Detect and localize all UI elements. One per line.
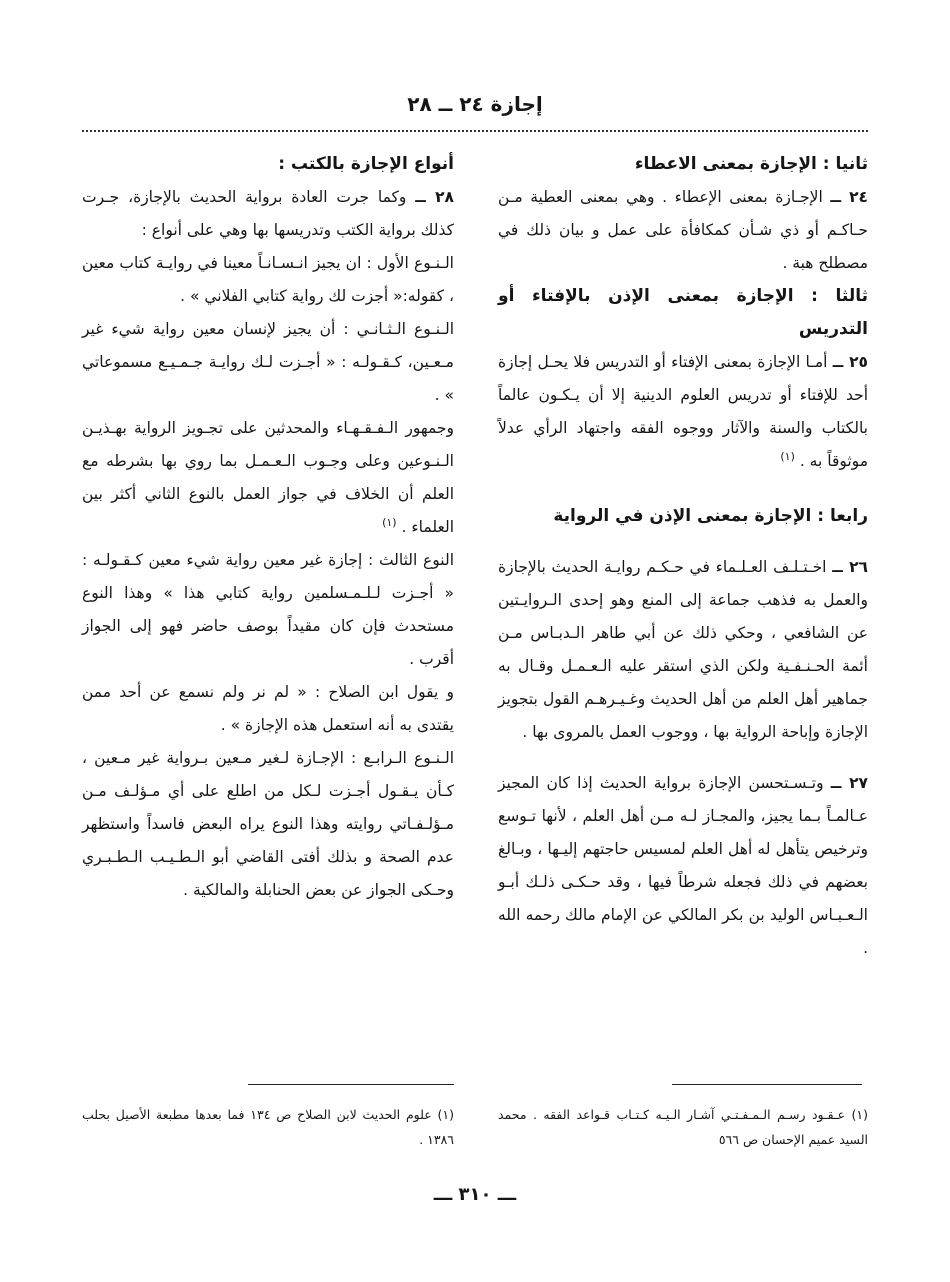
paragraph-text: اخـتـلـف العـلـماء في حـكـم روايـة الحديث بالإجازة والعمل به فذهب جماعة إلى المنع وهو إحدى الـروايـتين عن الشافعي ، وحكي ذلك عن أبي طاهر الـدبـاس مـن أئمة الحـنـفـية ولكن الذي استقر عليه الـعـمـل وقـال به جماهير أهل العلم من أهل الحديث وغـيـرهـم القول بتجويز الإجازة وإباحة الرواية بها ، ووجوب العمل بالمروى بها .	[498, 558, 868, 741]
page-header-title: إجازة ٢٤ ــ ٢٨	[407, 92, 543, 116]
heading-fatwa-teaching: ثالثا : الإجازة بمعنى الإذن بالإفتاء أو التدريس	[498, 286, 868, 339]
paragraph-text: وتـسـتحسن الإجازة برواية الحديث إذا كان المجيز عـالمـاً بـما يجيز، والمجـاز لـه مـن أهل العلم ، لأنها تـوسع وترخيص يتأهل له أهل العلم لمسيس حاجتهم إليـها ، وبـالغ بعضهم في ذلك فجعله شرطاً فيها ، وقد حـكـى ذلـك أبـو الـعـبـاس الوليد بن بكر المالكي عن الإمام مالك رحمه الله .	[498, 774, 868, 957]
footnote-right: (١) عـقـود رسـم الـمـفـتـي آشـار الـيـه كـتـاب قـواعد الفقه . محمد السيد عميم الإحسان ص ٥٦٦	[498, 1107, 868, 1147]
footnote-separator-right	[672, 1084, 862, 1085]
spacer	[498, 749, 868, 767]
footnote-ref: (١)	[382, 515, 397, 529]
paragraph-number: ٢٥ ــ	[832, 353, 868, 371]
paragraph-type-1: الـنـوع الأول : ان يجيز انـسـانـاً معينا في روايـة كتاب معين ، كقوله:« أجزت لك رواية كتابي الفلاني » .	[82, 254, 454, 305]
paragraph-25	[498, 346, 868, 478]
paragraph-majority	[82, 412, 454, 544]
paragraph-text: الإجـازة بمعنى الإعطاء . وهي بمعنى العطية مـن حـاكـم أو ذي شـأن كمكافأة على عمل و بيان ذلك في مصطلح هبة .	[498, 188, 868, 272]
paragraph-number: ٢٨ ــ	[415, 188, 454, 206]
right-column	[498, 148, 868, 965]
left-column	[82, 148, 454, 907]
page-number: ـــ ٣١٠ ـــ	[433, 1184, 517, 1205]
paragraph-type-4: الـنـوع الـرابـع : الإجـازة لـغير مـعين بـرواية غير مـعين ، كـأن يـقـول أجـزت لـكل من اطلع على أي مـؤلـف مـن مـؤلـفـاتي روايته وهذا النوع يراه البعض فاسداً واستظهر عدم الصحة و بذلك أفتى القاضي أبو الـطـيـب الـطـبـري وحـكى الجواز عن بعض الحنابلة والمالكية .	[82, 749, 454, 899]
spacer	[498, 533, 868, 551]
paragraph-number: ٢٦ ــ	[832, 558, 868, 576]
paragraph-ibn-salah: و يقول ابن الصلاح : « لم نر ولم نسمع عن أحد ممن يقتدى به أنه استعمل هذه الإجازة » .	[82, 683, 454, 734]
spacer	[498, 478, 868, 500]
footnote-separator-left	[248, 1084, 454, 1085]
heading-types-of-book-ijaza: أنواع الإجازة بالكتب :	[278, 154, 454, 174]
paragraph-24	[498, 181, 868, 280]
heading-narration: رابعا : الإجازة بمعنى الإذن في الرواية	[553, 506, 868, 526]
heading-giving: ثانيا : الإجازة بمعنى الاعطاء	[634, 154, 868, 174]
paragraph-type-2: الـنـوع الـثـانـي : أن يجيز لإنسان معين رواية شيء غير مـعـين، كـقـولـه : « أجـزت لـك روايـة جـمـيـع مسموعاتي » .	[82, 320, 454, 404]
paragraph-text: أمـا الإجازة بمعنى الإفتاء أو التدريس فلا يحـل إجازة أحد للإفتاء أو تدريس العلوم الدينية إلا أن يـكـون عالماً بالكتاب والسنة والآثار ووجوه الفقه واجتهاد الرأي عدلاً موثوقاً به .	[498, 353, 868, 470]
paragraph-28	[82, 181, 454, 247]
paragraph-type-3: النوع الثالث : إجازة غير معين رواية شيء معين كـقـولـه : « أجـزت لـلـمـسلمين رواية كتابي هذا » وهذا النوع مستحدث فإن كان مقيداً بوصف حاضر فهو إلى الجواز أقرب .	[82, 551, 454, 668]
paragraph-26	[498, 551, 868, 749]
paragraph-number: ٢٤ ــ	[830, 188, 868, 206]
header-dotted-rule	[82, 130, 868, 132]
paragraph-number: ٢٧ ــ	[830, 774, 868, 792]
footnote-left: (١) علوم الحديث لابن الصلاح ص ١٣٤ فما بعدها مطبعة الأصيل بحلب ١٣٨٦ .	[82, 1107, 455, 1147]
footnote-ref: (١)	[780, 449, 795, 463]
paragraph-27	[498, 767, 868, 965]
paragraph-text: وجمهور الـفـقـهـاء والمحدثين على تجـويز الرواية بهـذيـن الـنـوعين وعلى وجـوب الـعـمـل بما روي بها بشرطه مع العلم أن الخلاف في جواز العمل بالنوع الثاني أكثر بين العلماء .	[82, 419, 454, 536]
paragraph-text: وكما جرت العادة برواية الحديث بالإجازة، جـرت كذلك برواية الكتب وتدريسها بها وهي على أنواع :	[82, 188, 454, 239]
